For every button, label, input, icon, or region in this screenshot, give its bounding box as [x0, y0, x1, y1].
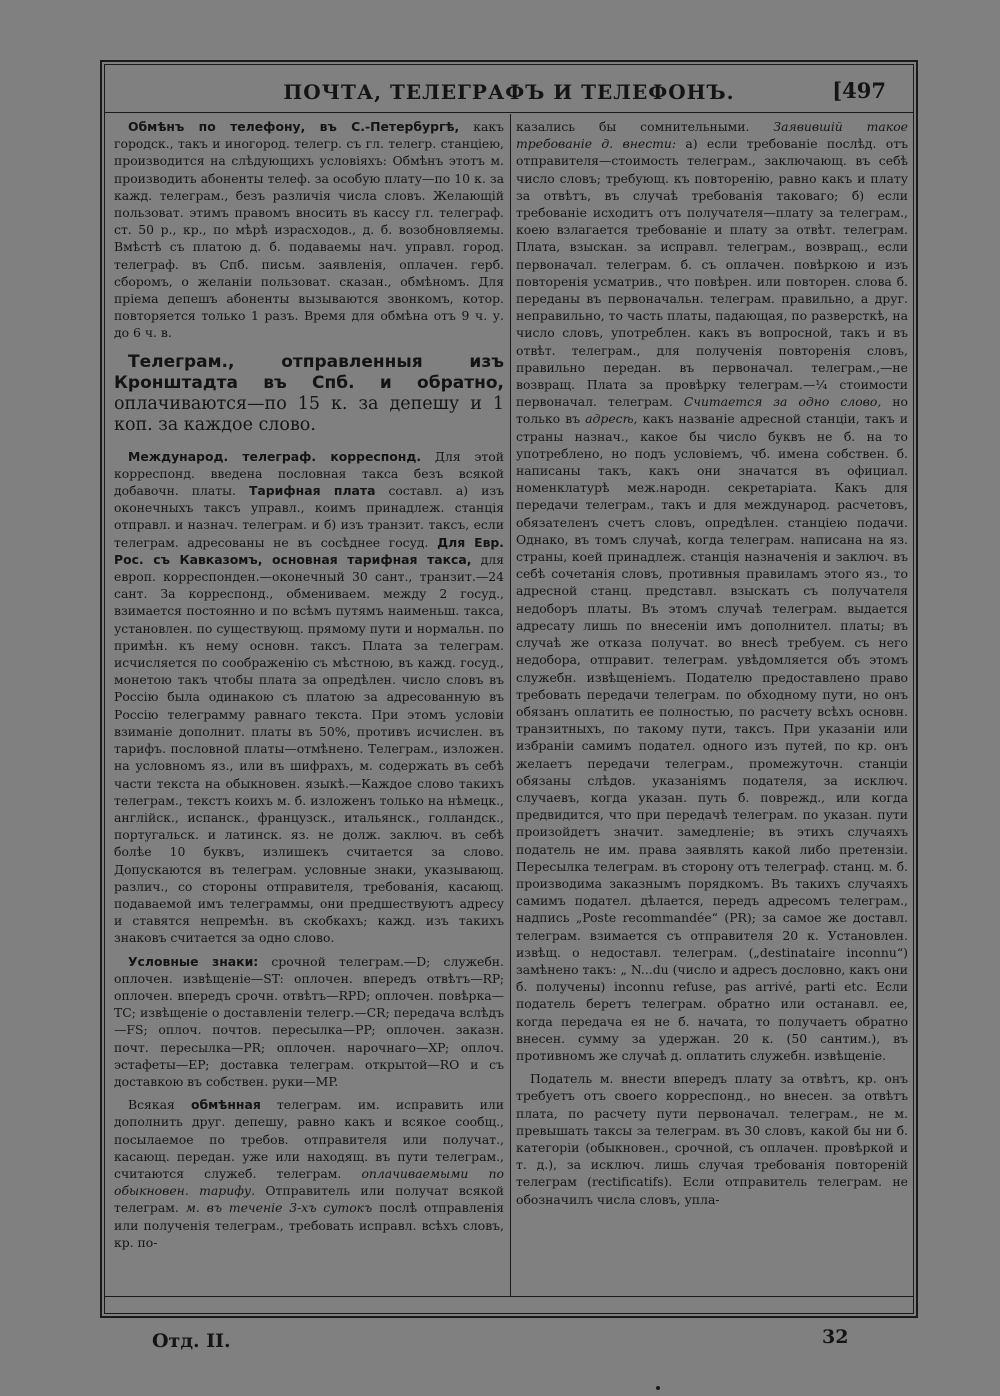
text-exchange-a: Всякая [128, 1097, 191, 1113]
italic-correction-c: адресѣ, [585, 411, 638, 427]
italic-correction-b: Считается за одно слово, [683, 394, 882, 410]
text-reply-prepaid: Податель м. внести впередъ плату за отвѣтъ, кр. онъ требуетъ отъ своего корреспонд., но внесен. за отвѣтъ плата, по расчету пути первоначал. телеграм., не м. превышать таксы за телеграм. въ 30 словъ, какой бы ни б. категоріи (обыкновен., срочной, съ оплачен. провѣркой и т. д.), за исключ. лишь случая требованія повтореній телеграм (rectificatifs). Если отправитель телеграм. не обозначилъ числа словъ, упла- [516, 1071, 908, 1207]
text-correction-b: а) если требованіе послѣд. отъ отправителя—стоимость телеграм., заключающ. въ себѣ число словъ; требующ. къ повторенію, равно какъ и плату за отвѣтъ, въ случаѣ требованія таковаго; б) если требованіе исходитъ отъ получателя—плату за телеграм., коею взлагается требованіе и плату за отвѣт. телеграм. Плата, взыскан. за исправл. телеграм., возвращ., если первоначал. телеграм. б. съ оплачен. повѣркою и изъ повторенія усматрив., что повѣрен. или повторен. слова б. переданы въ первоначальн. телеграм. правильно, а друг. неправильно, то часть платы, падающая, по разверсткѣ, на число словъ, употреблен. какъ въ вопросной, такъ и въ отвѣт. телеграм., для полученія повторенія словъ, правильно передан. въ первоначал. телеграм.,—не возвращ. Плата за провѣрку телеграм.—¼ стоимости первоначал. телеграм. [516, 136, 909, 410]
paragraph-exchange-telegram [114, 1096, 504, 1251]
footer-section: Отд. II. [152, 1330, 231, 1352]
paragraph-reply-prepaid [516, 1070, 908, 1208]
heading-tariff: Тарифная плата [248, 483, 376, 499]
paragraph-telephone-exchange [114, 118, 504, 342]
text-kronstadt: оплачиваются—по 15 к. за депешу и 1 коп. за каждое слово. [114, 393, 504, 435]
header-rule [104, 112, 914, 113]
footer-page-number: 32 [822, 1326, 849, 1348]
header-title: ПОЧТА, ТЕЛЕГРАФЪ И ТЕЛЕФОНЪ. [283, 80, 735, 104]
heading-base-tariff: Для Евр. Рос. съ Кавказомъ, основная тарифная такса, [114, 534, 504, 567]
text-correction-a: казались бы сомнительными. [516, 119, 774, 134]
right-column [516, 118, 908, 1214]
italic-exchange-b: м. въ теченіе 3-хъ сутокъ [185, 1200, 373, 1216]
text-correction-c: но только въ [516, 394, 908, 427]
print-dot [656, 1386, 660, 1390]
paragraph-conventional-signs [114, 953, 504, 1091]
italic-exchange-a: оплачиваемыми по обыкновен. тарифу. [114, 1165, 504, 1199]
left-column [114, 118, 504, 1257]
heading-exchange: обмѣнная [190, 1097, 261, 1113]
heading-kronstadt: Телеграм., отправленныя изъ Кронштадта въ Спб. и обратно, [114, 351, 504, 393]
text-exchange-c: Отправитель или получат всякой телеграм. [114, 1183, 505, 1216]
notice-kronstadt [114, 352, 504, 436]
text-telephone-exchange: какъ городск., такъ и иногород. телегр. съ гл. телегр. станціею, производится на слѣдующихъ условіяхъ: Обмѣнъ этотъ м. производить абоненты телеф. за особую плату—по 10 к. за кажд. телеграм., безъ различія числа словъ. Желающій пользоват. этимъ правомъ вносить въ кассу гл. телеграф. ст. 50 р., кр., по мѣрѣ израсходов., д. б. возобновляемы. Вмѣстѣ съ платою д. б. подаваемы нач. управл. город. телеграф. въ Спб. письм. заявленія, оплачен. герб. сборомъ, о желаніи пользоват. сказан., обмѣномъ. Для пріема депешъ абоненты вызываются звонкомъ, котор. повторяется только 1 разъ. Время для обмѣна отъ 9 ч. у. до 6 ч. в. [114, 119, 504, 341]
text-exchange-b: телеграм. им. исправить или дополнить друг. депешу, равно какъ и всякое сообщ., посылаемое по требов. отправителя или получат., касающ. передан. уже или находящ. въ пути телеграм., считаются служеб. телеграм. [114, 1097, 504, 1181]
text-conventional-signs: срочной телеграм.—D; служебн. оплочен. извѣщеніе—ST: оплочен. впередъ отвѣтъ—RP; оплочен. впередъ срочн. отвѣтъ—RPD; оплочен. повѣрка—TC; извѣщеніе о доставленіи телегр.—CR; передача вслѣдъ—FS; оплоч. почтов. пересылка—PP; оплочен. заказн. почт. пересылка—PR; оплочен. нарочнаго—XP; оплоч. эстафеты—EP; доставка телеграм. открытой—RO и съ доставкою въ собствен. руки—MP. [114, 953, 504, 1089]
paragraph-international [114, 448, 504, 947]
running-header [104, 72, 914, 112]
text-exchange-d: послѣ отправленія или полученія телеграм., требовать исправл. всѣхъ словъ, кр. по- [114, 1200, 505, 1250]
column-divider [510, 114, 511, 1296]
heading-telephone-exchange: Обмѣнъ по телефону, въ С.-Петербургѣ, [128, 119, 460, 134]
text-international-b: составл. а) изъ оконечныхъ таксъ управл., коимъ принадлеж. станція отправл. и назнач. телеграм. и б) изъ транзит. таксъ, если телеграм. адресованы не въ сосѣднее госуд. [114, 483, 505, 550]
footer-rule [104, 1296, 914, 1297]
heading-conventional-signs: Условные знаки: [128, 953, 259, 969]
header-page-number: [497 [832, 78, 886, 103]
text-international-c: для европ. корреспонден.—оконечный 30 сант., транзит.—24 сант. За корреспонд., обмениваем. между 2 госуд., взимается постоянно и по всѣмъ путямъ наименьш. такса, установлен. по существующ. прямому пути и нормальн. по примѣн. къ нему основн. таксъ. Плата за телеграм. исчисляется по соображенію съ мѣстною, въ кажд. госуд., монетою такъ чтобы плата за опредѣлен. число словъ въ Россію была одинакою съ платою за адресованную въ Россію телеграмму равнаго текста. При этомъ условіи взиманіе дополнит. платы въ 50%, противъ исчислен. въ тарифъ. пословной платы—отмѣнено. Телеграм., изложен. на условномъ яз., или въ шифрахъ, м. содержать въ себѣ части текста на обыкновен. языкѣ.—Каждое слово такихъ телеграм., текстъ коихъ м. б. изложенъ только на нѣмецк., англійск., испанск., французск., итальянск., голландск., португальск. и латинск. яз. не долж. заключ. въ себѣ болѣе 10 буквъ, излишекъ считается за слово. Допускаются въ телеграм. условные знаки, указывающ. различ., со стороны отправителя, требованія, касающ. подаваемой имъ телеграммы, они предшествуютъ адресу и ставятся непремѣн. въ скобкахъ; кажд. изъ такихъ знаковъ считается за одно слово. [114, 551, 504, 946]
italic-correction-a: Заявившій такое требованіе д. внести: [516, 119, 908, 152]
text-correction-d: какъ названіе адресной станціи, такъ и страны назнач., какое бы число буквъ не б. на то употреблено, но подъ условіемъ, чб. имена собствен. б. написаны такъ, какъ они значатся въ официал. номенклатурѣ меж.народн. секретаріата. Какъ для передачи телеграм., такъ и для международ. расчетовъ, обязателенъ счетъ словъ, опредѣлен. станціею подачи. Однако, въ томъ случаѣ, когда телеграм. написана на яз. страны, коей принадлеж. станція назначенія и заключ. въ себѣ сочетанія словъ, противныя правиламъ этого яз., то адресной станц. представл. взыскать съ получателя недоборъ платы. Въ этомъ случаѣ телеграм. выдается адресату лишь по внесеніи имъ дополнител. платы; въ случаѣ же отказа получат. во внесѣ требуем. съ него недобора, отправит. телеграм. увѣдомляется объ этомъ служебн. извѣщеніемъ. Подателю предоставлено право требовать передачи телеграм. по обходному пути, но онъ обязанъ оплатить ее полностью, по расчету всѣхъ основн. транзитныхъ, по такому пути, таксъ. При указаніи или избраніи самимъ подател. одного изъ путей, по кр. онъ желаетъ передачи телеграм., промежуточн. станціи обязаны слѣдов. указаніямъ подателя, за исключ. случаевъ, когда указан. путь б. поврежд., или когда предвидится, что при передачѣ телеграм. по указан. пути произойдетъ значит. замедленіе; въ этихъ случаяхъ податель не им. права заявлять какой либо претензіи. Пересылка телеграм. въ сторону отъ телеграф. станц. м. б. производима заказнымъ порядкомъ. Въ такихъ случаяхъ самимъ подател. дѣлается, передъ адресомъ телеграм., надпись „Poste recommandée“ (PR); за самое же доставл. телеграм. взимается съ отправителя 20 к. Установлен. извѣщ. о недоставл. телеграм. („destinataire inconnu“) замѣнено такъ: „ N...du (число и адресъ дословно, какъ они б. получены) inconnu refuse, pas arrivé, parti etc. Если податель беретъ телеграм. обратно или останавл. ее, когда передача ея не б. начата, то получаетъ обратно внесен. сумму за удержан. 20 к. (50 сантим.), въ противномъ же случаѣ д. оплатить служебн. извѣщеніе. [516, 411, 908, 1063]
paragraph-correction-continued [516, 118, 908, 1064]
text-international-a: Для этой корреспонд. введена пословная такса безъ всякой добавочн. платы. [114, 448, 504, 499]
heading-international: Международ. телеграф. корреспонд. [128, 448, 422, 464]
